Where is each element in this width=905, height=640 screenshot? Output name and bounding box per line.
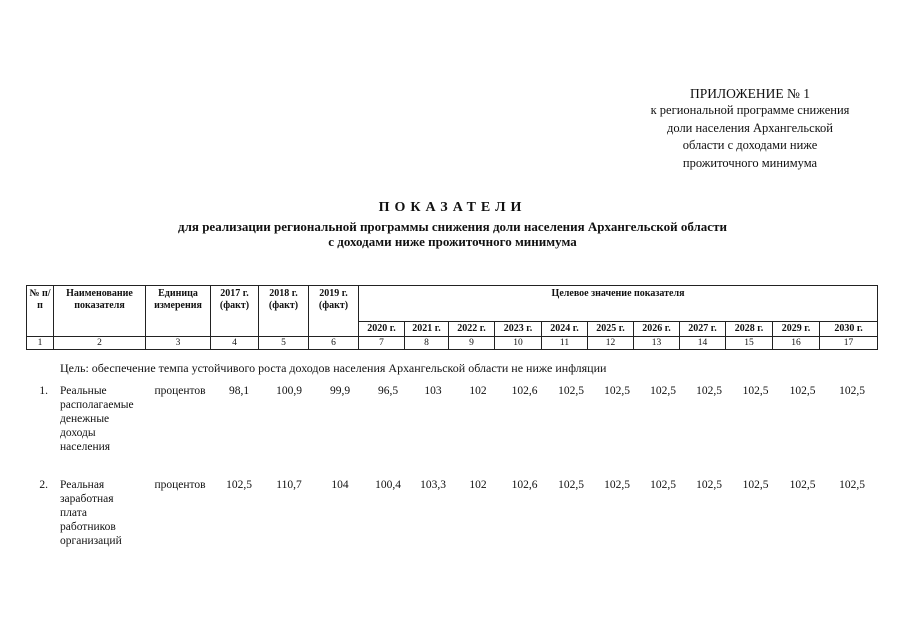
heading-line-1: для реализации региональной программы снижения доли населения Архангельской области [178, 219, 727, 234]
value-cell: 102,5 [839, 479, 865, 491]
name-line: организаций [60, 535, 122, 547]
value-cell: 103 [424, 385, 442, 397]
column-number: 8 [405, 337, 449, 350]
row-indicator-name [60, 478, 148, 548]
value-cell: 102 [469, 385, 487, 397]
row-unit: процентов [154, 385, 206, 397]
column-number: 6 [309, 337, 359, 350]
header-year: 2025 г. [588, 322, 634, 337]
value-cell: 98,1 [228, 385, 250, 397]
column-number: 16 [773, 337, 820, 350]
value-cell: 102,6 [511, 479, 538, 491]
annex-line: к региональной программе снижения [650, 103, 850, 117]
value-cell: 102,5 [789, 385, 816, 397]
value-cell: 110,7 [276, 479, 302, 491]
column-number: 17 [820, 337, 878, 350]
column-number: 3 [146, 337, 211, 350]
header-2019: 2019 г. (факт) [309, 286, 359, 337]
annex-line: прожиточного минимума [682, 155, 818, 170]
header-year: 2020 г. [359, 322, 405, 337]
column-number: 7 [359, 337, 405, 350]
value-cell: 102,5 [604, 385, 630, 397]
header-indicator-name: Наименование показателя [54, 286, 146, 337]
name-line: денежные [60, 413, 110, 425]
header-year: 2028 г. [726, 322, 773, 337]
header-2017: 2017 г. (факт) [211, 286, 259, 337]
row-index: 2. [39, 479, 48, 491]
column-number: 9 [449, 337, 495, 350]
header-year: 2023 г. [495, 322, 542, 337]
value-cell: 99,9 [329, 385, 351, 397]
column-number: 13 [634, 337, 680, 350]
value-cell: 102,5 [839, 385, 865, 397]
value-cell: 102,5 [650, 385, 676, 397]
name-line: плата [60, 507, 87, 519]
value-cell: 104 [331, 479, 349, 491]
name-line: работников [60, 521, 116, 533]
value-cell: 102,5 [696, 385, 722, 397]
heading-line-2: с доходами ниже прожиточного минимума [328, 234, 577, 249]
value-cell: 102,6 [511, 385, 538, 397]
column-number: 14 [680, 337, 726, 350]
header-target-value: Целевое значение показателя [359, 286, 878, 322]
name-line: Реальные [60, 385, 107, 397]
value-cell: 102,5 [742, 479, 769, 491]
indicators-table-header [26, 285, 878, 350]
header-year: 2026 г. [634, 322, 680, 337]
column-number: 1 [27, 337, 54, 350]
header-number: № п/п [27, 286, 54, 337]
value-cell: 102,5 [650, 479, 676, 491]
header-year: 2030 г. [820, 322, 878, 337]
column-number: 4 [211, 337, 259, 350]
annex-title: ПРИЛОЖЕНИЕ № 1 [689, 86, 811, 101]
name-line: Реальная [60, 479, 105, 491]
header-unit: Единица измерения [146, 286, 211, 337]
value-cell: 100,9 [276, 385, 302, 397]
value-cell: 102,5 [696, 479, 722, 491]
value-cell: 102,5 [789, 479, 816, 491]
annex-line: доли населения Архангельской [667, 120, 833, 135]
header-year: 2029 г. [773, 322, 820, 337]
value-cell: 96,5 [377, 385, 399, 397]
name-line: заработная [60, 493, 114, 505]
header-year: 2021 г. [405, 322, 449, 337]
column-number: 15 [726, 337, 773, 350]
annex-block [620, 86, 880, 172]
name-line: располагаемые [60, 399, 134, 411]
value-cell: 102 [469, 479, 487, 491]
column-number: 11 [542, 337, 588, 350]
column-number: 5 [259, 337, 309, 350]
header-year: 2022 г. [449, 322, 495, 337]
header-year: 2024 г. [542, 322, 588, 337]
value-cell: 102,5 [604, 479, 630, 491]
row-unit: процентов [154, 479, 206, 491]
column-number: 10 [495, 337, 542, 350]
column-number: 12 [588, 337, 634, 350]
goal-statement: Цель: обеспечение темпа устойчивого роста доходов населения Архангельской области не ниже инфляции [60, 361, 607, 375]
value-cell: 100,4 [375, 479, 401, 491]
column-number: 2 [54, 337, 146, 350]
value-cell: 102,5 [558, 385, 584, 397]
row-index: 1. [39, 385, 48, 397]
annex-line: области с доходами ниже [682, 138, 818, 152]
name-line: населения [60, 441, 111, 453]
document-heading [0, 200, 905, 249]
value-cell: 103,3 [420, 479, 446, 491]
heading-title: ПОКАЗАТЕЛИ [378, 200, 527, 215]
row-indicator-name [60, 384, 148, 454]
header-year: 2027 г. [680, 322, 726, 337]
name-line: доходы [60, 427, 96, 439]
header-2018: 2018 г. (факт) [259, 286, 309, 337]
value-cell: 102,5 [742, 385, 769, 397]
value-cell: 102,5 [226, 479, 252, 491]
value-cell: 102,5 [558, 479, 584, 491]
